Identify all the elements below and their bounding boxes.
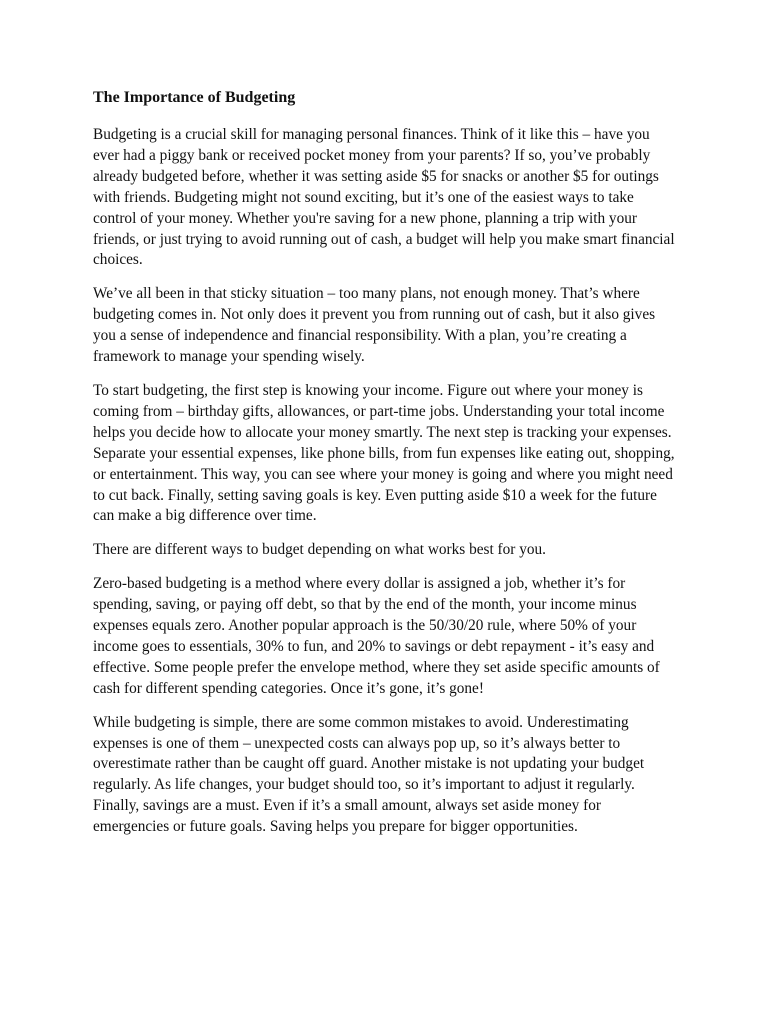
paragraph-methods: Zero-based budgeting is a method where every dollar is assigned a job, whether it’s for spending, saving, or paying off debt, so that by the end of the month, your income minus expenses equals zero. Another popular approach is the 50/30/20 rule, where 50% of your income goes to essentials, 30% to fun, and 20% to savings or debt repayment - it’s easy and effective. Some people prefer the envelope method, where they set aside specific amounts of cash for different spending categories. Once it’s gone, it’s gone! xyxy=(93,575,660,697)
paragraph-sticky-situation: We’ve all been in that sticky situation – too many plans, not enough money. That’s where budgeting comes in. Not only does it prevent you from running out of cash, but it also gives you a sense of independence and financial responsibility. With a plan, you’re creating a framework to manage your spending wisely. xyxy=(93,285,656,366)
paragraph-mistakes: While budgeting is simple, there are some common mistakes to avoid. Underestimating expenses is one of them – unexpected costs can always pop up, so it’s always better to overestimate rather than be caught off guard. Another mistake is not updating your budget regularly. As life changes, your budget should too, so it’s important to adjust it regularly. Finally, savings are a must. Even if it’s a small amount, always set aside money for emergencies or future goals. Saving helps you prepare for bigger opportunities. xyxy=(93,713,645,836)
paragraph-ways-to-budget: There are different ways to budget depending on what works best for you. xyxy=(93,541,546,559)
document-title: The Importance of Budgeting xyxy=(93,89,296,106)
paragraph-start-budgeting: To start budgeting, the first step is knowing your income. Figure out where your money is coming from – birthday gifts, allowances, or part-time jobs. Understanding your total income helps you decide how to allocate your money smartly. The next step is tracking your expenses. Separate your essential expenses, like phone bills, from fun expenses like eating out, shopping, or entertainment. This way, you can see where your money is going and where you might need to cut back. Finally, setting saving goals is key. Even putting aside $10 a week for the future can make a big difference over time. xyxy=(93,381,675,525)
paragraph-intro: Budgeting is a crucial skill for managing personal finances. Think of it like this – have you ever had a piggy bank or received pocket money from your parents? If so, you’ve probably already budgeted before, whether it was setting aside $5 for snacks or another $5 for outings with friends. Budgeting might not sound exciting, but it’s one of the easiest ways to take control of your money. Whether you're saving for a new phone, planning a trip with your friends, or just trying to avoid running out of cash, a budget will help you make smart financial choices. xyxy=(93,126,675,269)
